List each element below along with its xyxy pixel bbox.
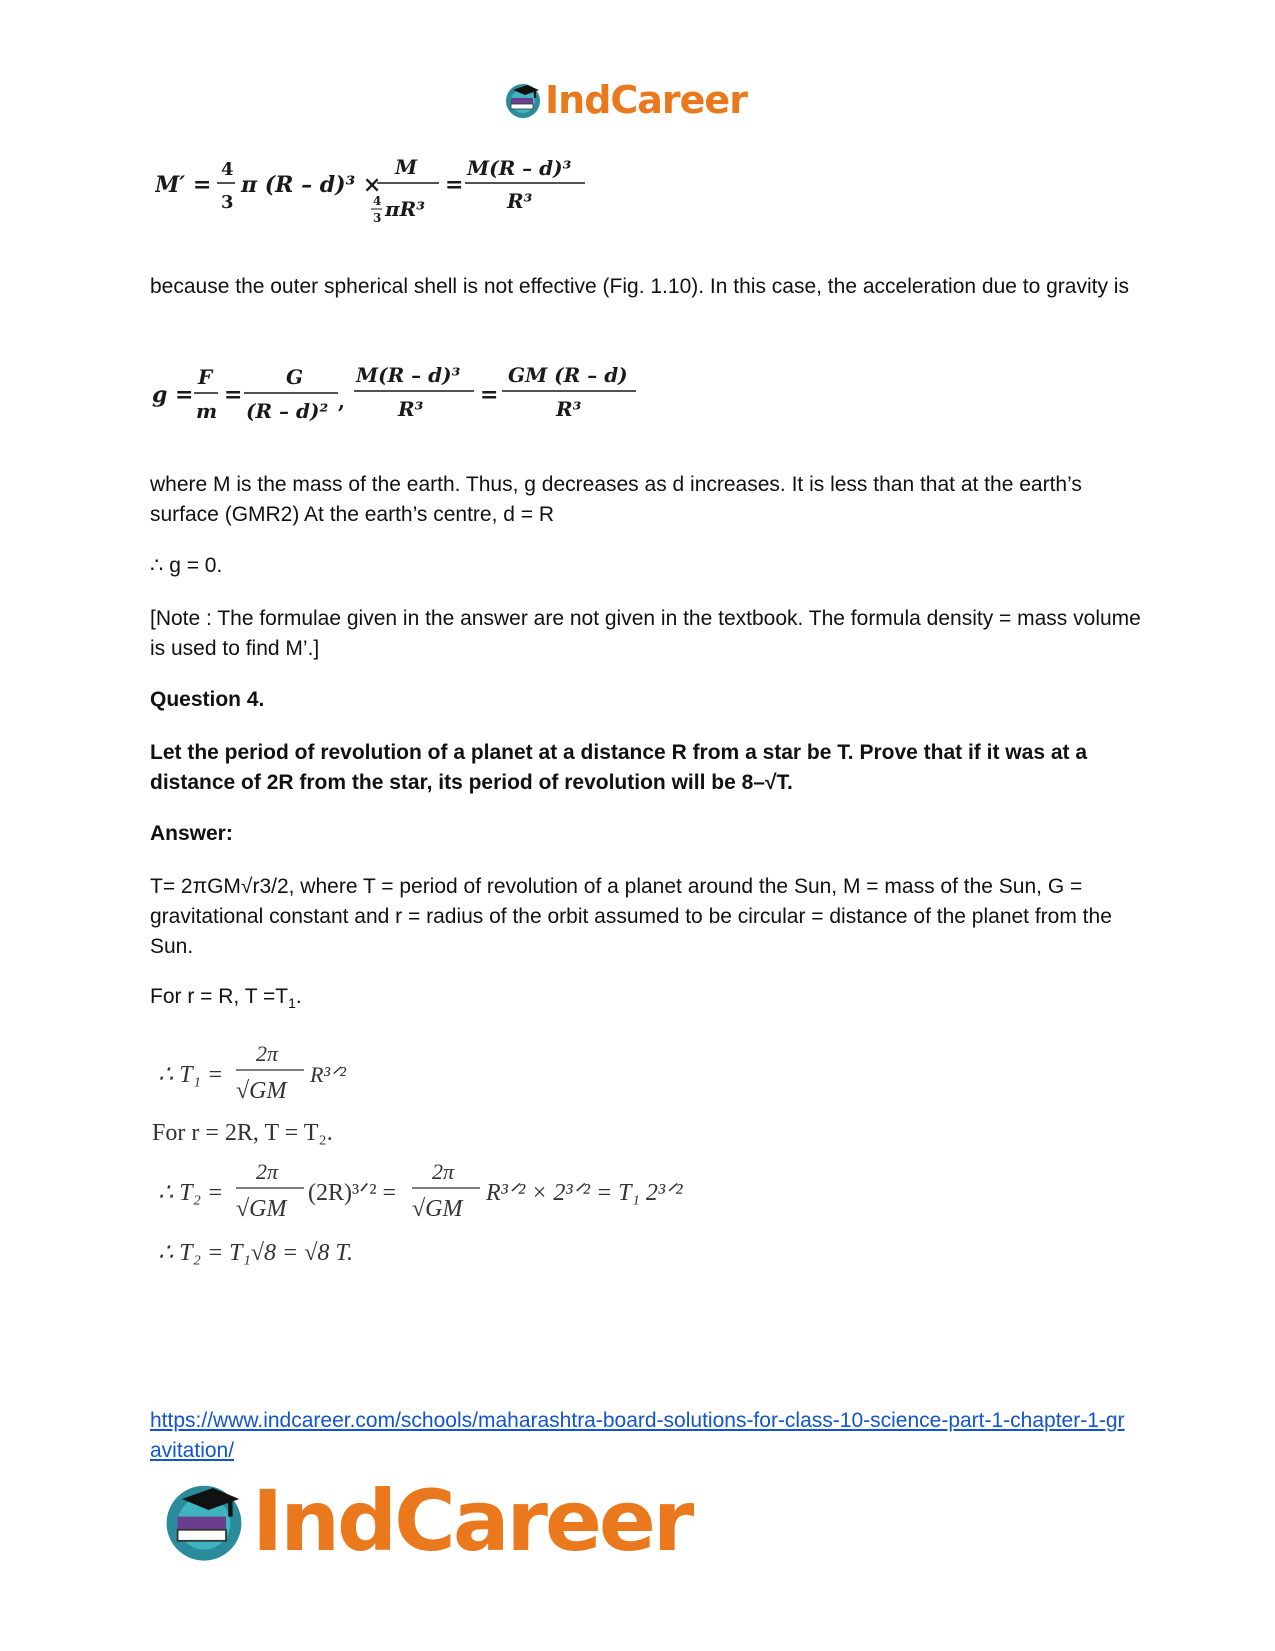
paragraph-note: [Note : The formulae given in the answer are not given in the textbook. The formula density = mass volume is used to find M’.] [150,607,1141,660]
gravity-f1-den: m [196,399,218,423]
mprime-frac3-den: R³ [507,189,533,213]
mprime-lhs: M′ = [155,172,212,198]
footer-link[interactable]: https://www.indcareer.com/schools/maharashtra-board-solutions-for-class-10-science-part-1-chapter-1-gravitation/ [150,1409,1125,1462]
gravity-comma: , [338,389,345,413]
deriv-line3-den2: √GM [412,1196,463,1222]
gravity-f3-den: R³ [398,397,424,421]
deriv-line1-den: √GM [236,1078,287,1104]
deriv-line1-lhs: ∴ T₁ = [158,1062,224,1088]
mprime-frac2-num: M [395,155,418,179]
deriv-line1-rhs: R³ᐟ² [310,1062,346,1087]
gravity-eq1: = [224,382,243,408]
logo-bottom [160,1472,691,1570]
for-r-prefix: For r = R, T =T [150,985,289,1008]
mprime-frac1-den: 3 [221,192,234,213]
paragraph-g-zero: ∴ g = 0. [150,554,223,577]
paragraph-shell-note: because the outer spherical shell is not effective (Fig. 1.10). In this case, the acceleration due to gravity is [150,275,1129,298]
deriv-line3-rhs: R³ᐟ² × 2³ᐟ² = T₁ 2³ᐟ² [486,1180,683,1206]
mprime-frac2-den-small-den: 3 [373,211,382,225]
deriv-line3-lhs: ∴ T₂ = [158,1180,224,1206]
mprime-eq: = [445,172,464,198]
gravity-f1-num: F [198,365,213,389]
for-r-suffix: . [295,985,302,1008]
gravity-lhs: g = [152,382,194,408]
deriv-line3-mid: (2R)³ᐟ² = [308,1180,397,1206]
mprime-frac1-num: 4 [221,159,234,180]
logo-text: IndCareer [545,78,747,122]
deriv-line4: ∴ T₂ = T₁√8 = √8 T. [158,1240,353,1266]
mprime-frac2-den: πR³ [385,197,426,221]
answer-text: T= 2πGM√r3/2, where T = period of revolution of a planet around the Sun, M = mass of the Sun, G = gravitational constant and r = radius of the orbit assumed to be circular = distance of the planet from the Sun. [150,875,1112,958]
deriv-line3-num2: 2π [432,1159,455,1184]
gravity-f2-num: G [286,365,304,389]
equation-derivation [152,1035,752,1285]
mprime-frac2-den-small: 4 [373,194,382,208]
mprime-mid: π (R – d)³ × [241,172,382,198]
paragraph-earth-mass: where M is the mass of the earth. Thus, g decreases as d increases. It is less than that at the earth’s surface (GMR2) At the earth’s centre, d = R [150,473,1082,526]
logo-top [503,78,747,122]
deriv-line3-num1: 2π [256,1159,279,1184]
graduation-cap-book-icon [160,1477,248,1565]
question-text: Let the period of revolution of a planet at a distance R from a star be T. Prove that if it was at a distance of 2R from the star, its period of revolution will be 8–√T. [150,741,1088,794]
logo-text: IndCareer [252,1472,692,1570]
for-r-sub: 1 [288,995,296,1012]
mprime-frac3-num: M(R – d)³ [467,156,572,180]
gravity-eq2: = [480,382,499,408]
equation-mprime [155,150,595,240]
for-r-line [150,982,1150,1018]
gravity-f4-den: R³ [556,397,582,421]
deriv-line3-den1: √GM [236,1196,287,1222]
deriv-line2: For r = 2R, T = T₂. [152,1120,333,1146]
answer-label: Answer: [150,822,233,845]
question-label: Question 4. [150,688,265,711]
graduation-cap-book-icon [503,80,543,120]
deriv-line1-num: 2π [256,1041,279,1066]
gravity-f4-num: GM (R – d) [508,363,628,387]
equation-gravity [152,362,672,442]
gravity-f2-den: (R – d)² [246,399,329,423]
gravity-f3-num: M(R – d)³ [356,363,461,387]
